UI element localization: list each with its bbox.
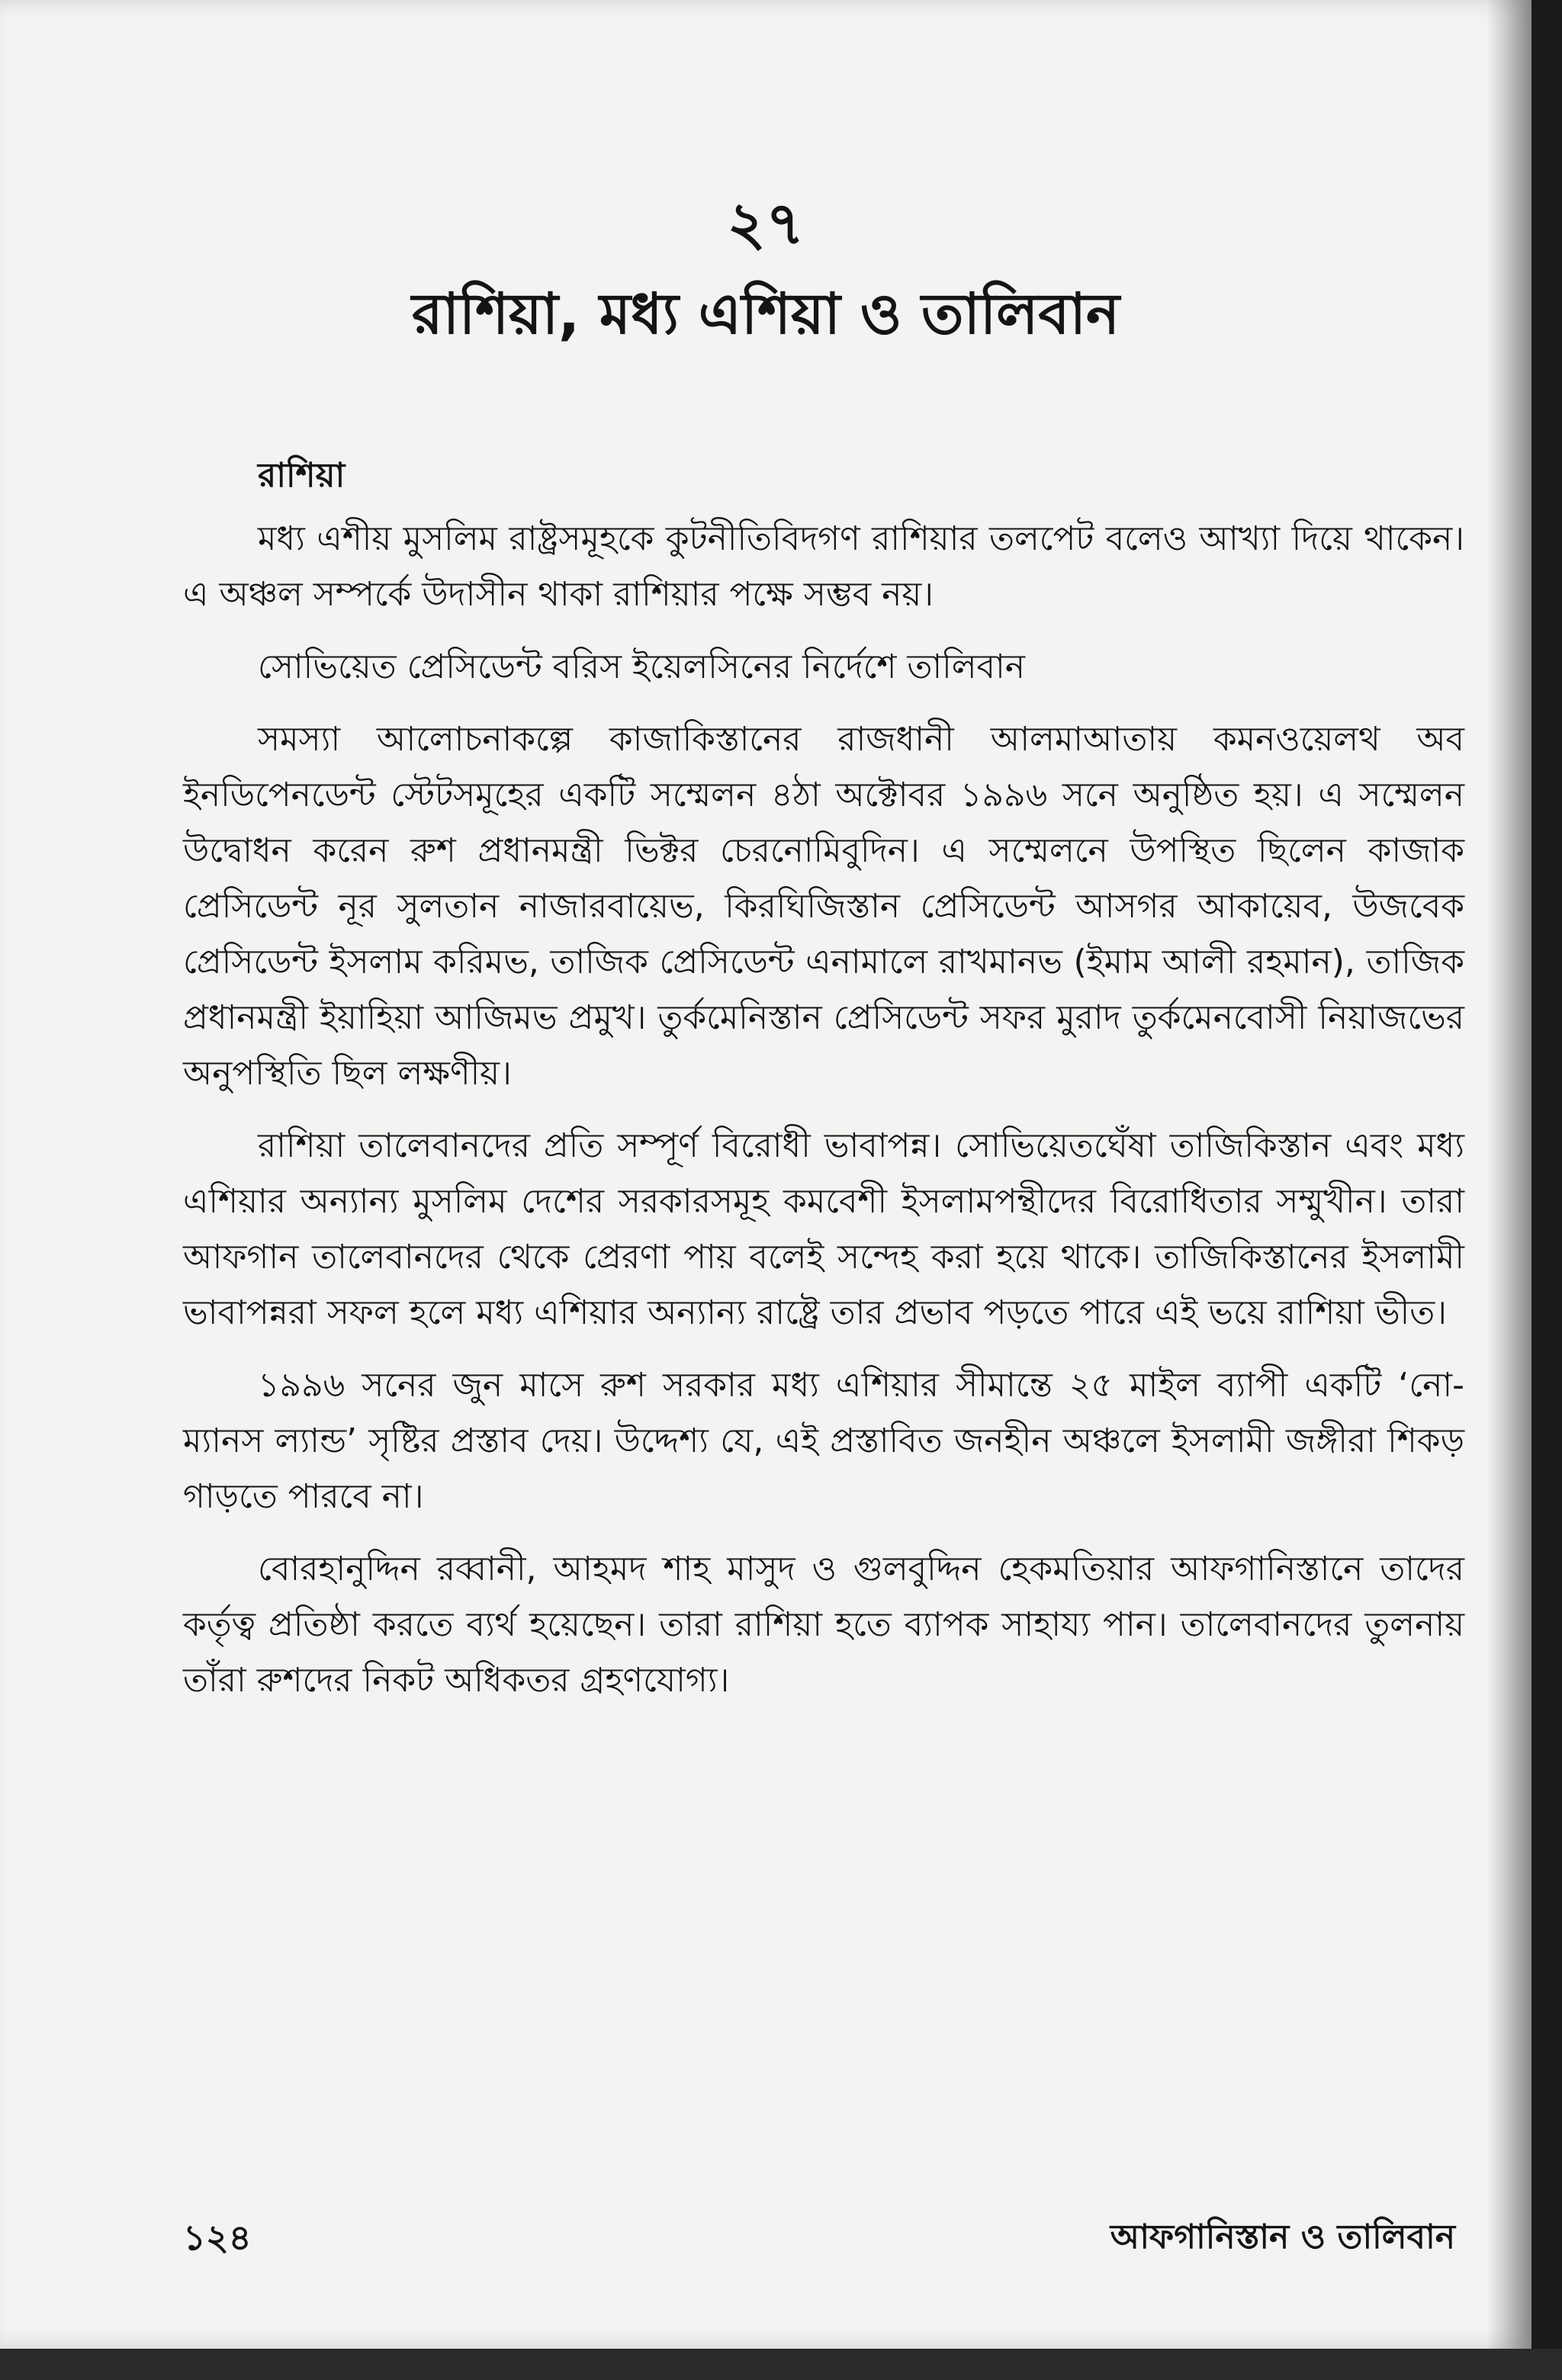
page-number: ১২৪	[183, 2217, 252, 2258]
paragraph: মধ্য এশীয় মুসলিম রাষ্ট্রসমূহকে কুটনীতিবিদগণ রাশিয়ার তলপেট বলেও আখ্যা দিয়ে থাকেন। এ অঞ্চল সম্পর্কে উদাসীন থাকা রাশিয়ার পক্ষে সম্ভব নয়।	[183, 519, 1464, 614]
running-footer-title: আফগানিস্তান ও তালিবান	[1110, 2218, 1455, 2256]
chapter-number: ২৭	[727, 190, 805, 259]
scan-bottom-edge	[0, 2349, 1562, 2380]
chapter-title: রাশিয়া, মধ্য এশিয়া ও তালিবান	[411, 281, 1120, 347]
paragraph: সমস্যা আলোচনাকল্পে কাজাকিস্তানের রাজধানী আলমাআতায় কমনওয়েলথ অব ইনডিপেনডেন্ট স্টেটসমূহের একটি সম্মেলন ৪ঠা অক্টোবর ১৯৯৬ সনে অনুষ্ঠিত হয়। এ সম্মেলন উদ্বোধন করেন রুশ প্রধানমন্ত্রী ভিক্টর চেরনোমিবুদিন। এ সম্মেলনে উপস্থিত ছিলেন কাজাক প্রেসিডেন্ট নূর সুলতান নাজারবায়েভ, কিরঘিজিস্তান প্রেসিডেন্ট আসগর আকায়েব, উজবেক প্রেসিডেন্ট ইসলাম করিমভ, তাজিক প্রেসিডেন্ট এনামালে রাখমানভ (ইমাম আলী রহমান), তাজিক প্রধানমন্ত্রী ইয়াহিয়া আজিমভ প্রমুখ। তুর্কমেনিস্তান প্রেসিডেন্ট সফর মুরাদ তুর্কমেনবোসী নিয়াজভের অনুপস্থিতি ছিল লক্ষণীয়।	[183, 720, 1464, 1093]
body-text	[183, 511, 1464, 1725]
section-heading: রাশিয়া	[258, 456, 346, 495]
page-edge-shadow	[1486, 0, 1531, 2349]
paragraph: ১৯৯৬ সনের জুন মাসে রুশ সরকার মধ্য এশিয়ার সীমান্তে ২৫ মাইল ব্যাপী একটি ‘নো-ম্যানস ল্যান্ড’ সৃষ্টির প্রস্তাব দেয়। উদ্দেশ্য যে, এই প্রস্তাবিত জনহীন অঞ্চলে ইসলামী জঙ্গীরা শিকড় গাড়তে পারবে না।	[183, 1366, 1464, 1516]
paragraph: রাশিয়া তালেবানদের প্রতি সম্পূর্ণ বিরোধী ভাবাপন্ন। সোভিয়েতঘেঁষা তাজিকিস্তান এবং মধ্য এশিয়ার অন্যান্য মুসলিম দেশের সরকারসমূহ কমবেশী ইসলামপন্থীদের বিরোধিতার সম্মুখীন। তারা আফগান তালেবানদের থেকে প্রেরণা পায় বলেই সন্দেহ করা হয়ে থাকে। তাজিকিস্তানের ইসলামী ভাবাপন্নরা সফল হলে মধ্য এশিয়ার অন্যান্য রাষ্ট্রে তার প্রভাব পড়তে পারে এই ভয়ে রাশিয়া ভীত।	[183, 1126, 1464, 1332]
paragraph: বোরহানুদ্দিন রব্বানী, আহমদ শাহ মাসুদ ও গুলবুদ্দিন হেকমতিয়ার আফগানিস্তানে তাদের কর্তৃত্ব প্রতিষ্ঠা করতে ব্যর্থ হয়েছেন। তারা রাশিয়া হতে ব্যাপক সাহায্য পান। তালেবানদের তুলনায় তাঁরা রুশদের নিকট অধিকতর গ্রহণযোগ্য।	[183, 1550, 1464, 1700]
paragraph: সোভিয়েত প্রেসিডেন্ট বরিস ইয়েলসিনের নির্দেশে তালিবান	[258, 647, 1026, 686]
